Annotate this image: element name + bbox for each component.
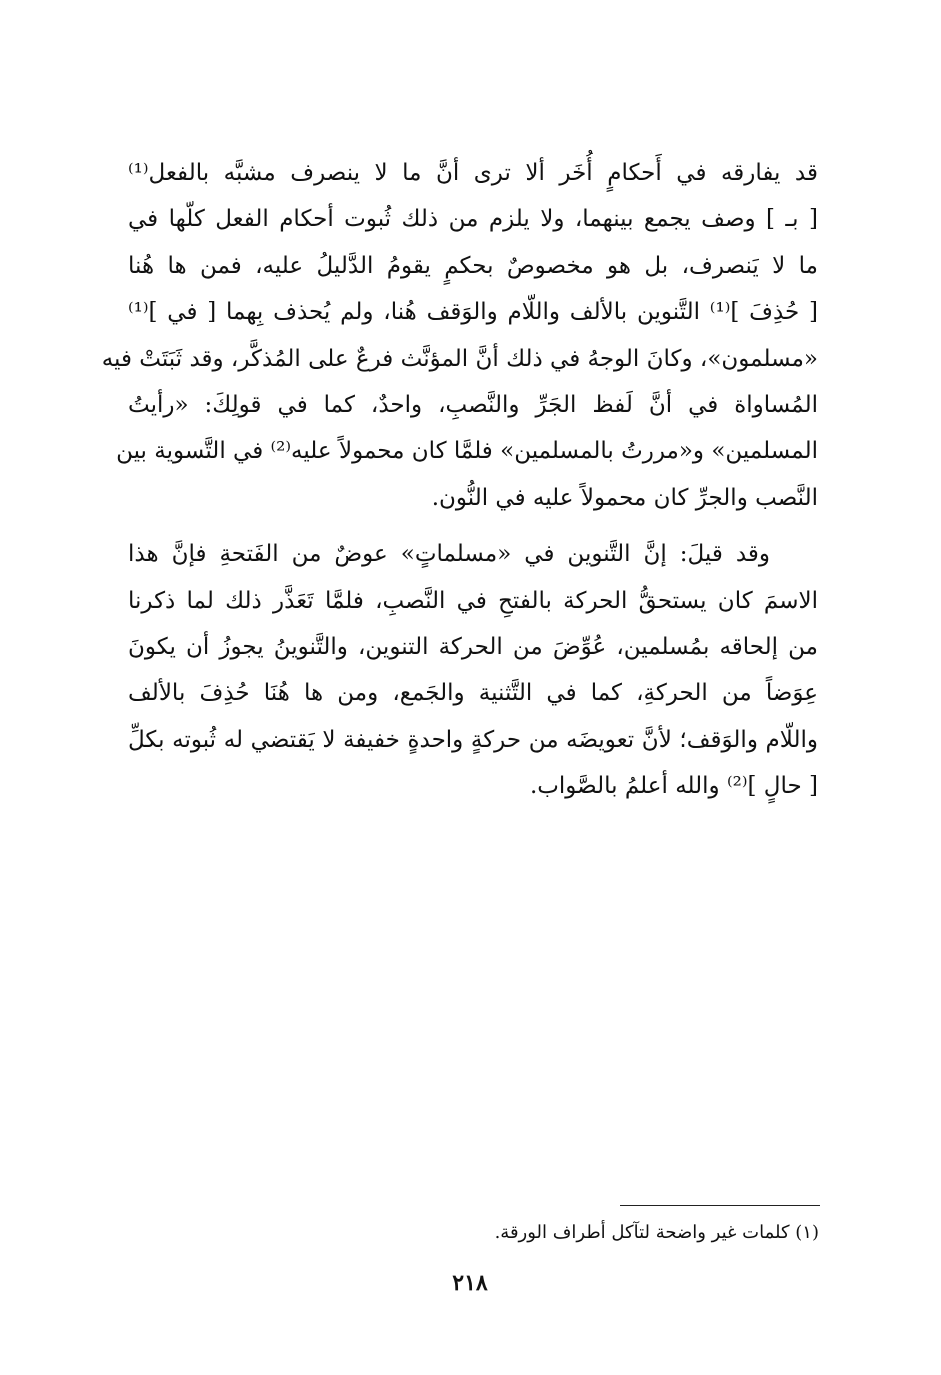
- text-line: «مسلمون»، وكانَ الوجهُ في ذلك أنَّ المؤنَّث فرعٌ على المُذكَّر، وقد ثَبَتَتْ فيه: [101, 345, 818, 372]
- text-line: المُساواة في أنَّ لَفظ الجَرِّ والنَّصبِ، واحدٌ، كما في قولِكَ: «رأيتُ: [128, 391, 818, 418]
- text-line: [ حالٍ ]⁽²⁾ والله أعلمُ بالصَّواب.: [529, 773, 818, 800]
- text-line: من إلحاقه بمُسلمين، عُوِّضَ من الحركة التنوين، والتَّنوينُ يجوزُ أن يكونَ: [128, 633, 818, 660]
- footnote-divider: [620, 1205, 820, 1206]
- text-line: [ حُذِفَ ]⁽¹⁾ التَّنوين بالألف واللّام والوَقف هُنا، ولم يُحذف بِهما [ في ]⁽¹⁾: [128, 299, 818, 326]
- text-line: عِوَضاً من الحركةِ، كما في التَّثنية والجَمع، ومن ها هُنَا حُذِفَ بالألف: [128, 680, 818, 707]
- text-line: المسلمين» و«مررتُ بالمسلمين» فلمَّا كان محمولاً عليه⁽²⁾ في التَّسوية بين: [116, 438, 818, 465]
- text-line: [ بـ ] وصف يجمع بينهما، ولا يلزم من ذلك ثُبوت أحكام الفعل كلّها في: [128, 206, 818, 233]
- text-line: الاسمَ كان يستحقُّ الحركة بالفتحِ في النَّصبِ، فلمَّا تَعَذَّر ذلك لما ذكرنا: [128, 587, 818, 614]
- footnote: (١) كلمات غير واضحة لتآكل أطراف الورقة.: [494, 1222, 819, 1243]
- text-line: قد يفارقه في أَحكامٍ أُخَر ألا ترى أنَّ ما لا ينصرف مشبَّه بالفعل⁽¹⁾: [128, 160, 818, 186]
- paragraph-1: [101, 150, 818, 521]
- text-line: ما لا يَنصرف، بل هو مخصوصٌ بحكمٍ يقومُ الدَّليلُ عليه، فمن ها هُنا: [128, 252, 818, 279]
- text-line: النَّصب والجرِّ كان محمولاً عليه في النُّون.: [431, 484, 818, 511]
- page-number: ٢١٨: [452, 1270, 488, 1296]
- main-text: [101, 150, 818, 809]
- text-line: واللّام والوَقف؛ لأنَّ تعويضَه من حركةٍ واحدةٍ خفيفة لا يَقتضي له ثُبوته بكلِّ: [128, 726, 818, 753]
- text-line: وقد قيلَ: إنَّ التَّنوين في «مسلماتٍ» عوضٌ من الفَتحةِ فإنَّ هذا: [128, 541, 770, 568]
- paragraph-2: [128, 531, 818, 809]
